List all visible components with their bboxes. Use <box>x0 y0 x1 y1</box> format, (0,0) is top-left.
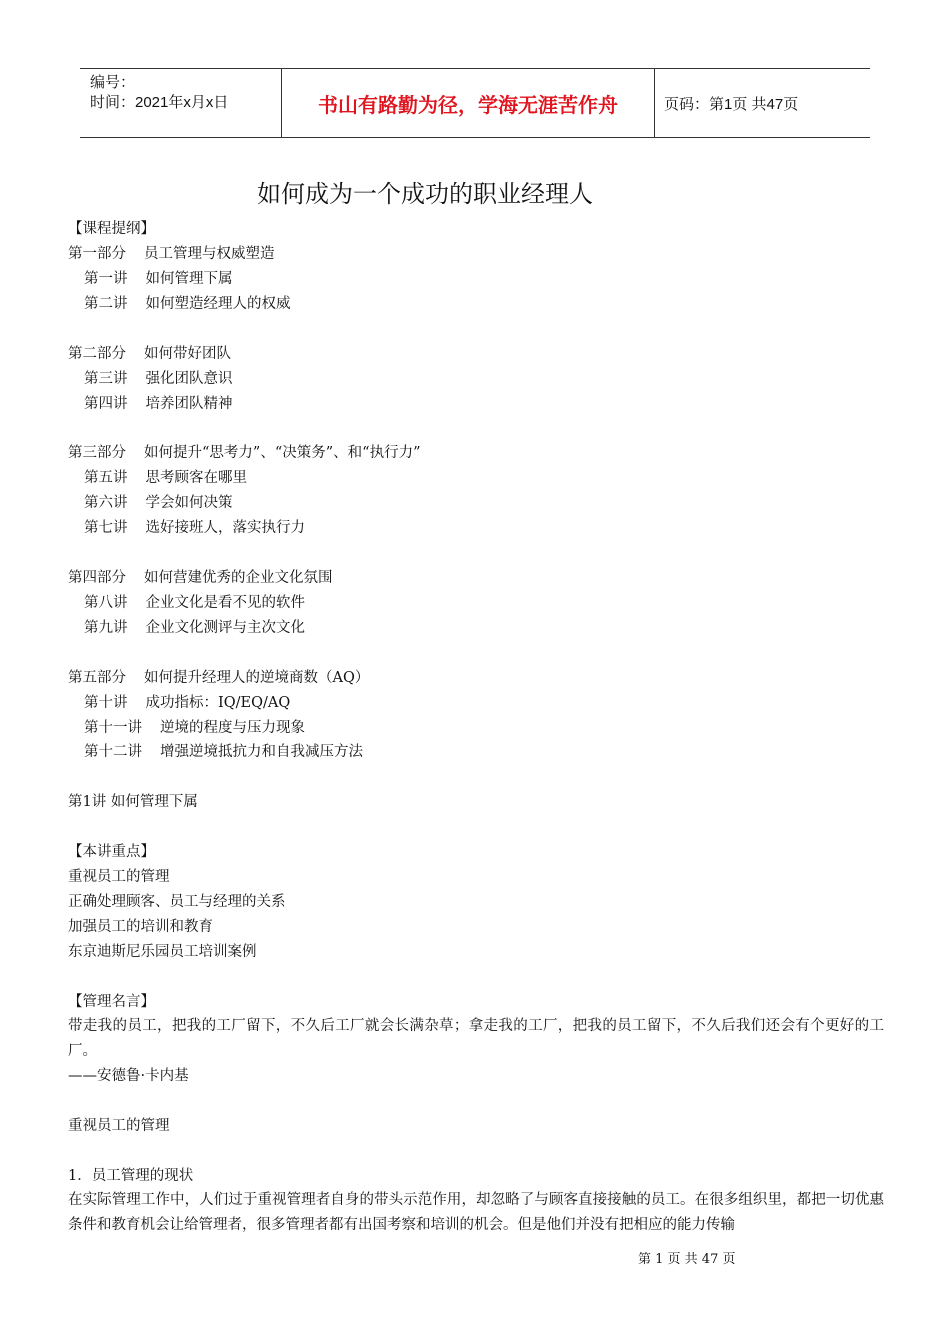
header-table <box>80 68 870 138</box>
keypoint-item: 加强员工的培训和教育 <box>68 919 213 935</box>
keypoint-item: 重视员工的管理 <box>68 869 170 885</box>
header-motto: 书山有路勤为径，学海无涯苦作舟 <box>282 69 655 137</box>
outline-lecture: 第八讲 企业文化是看不见的软件 <box>84 595 305 611</box>
page-footer: 第 1 页 共 47 页 <box>638 1252 736 1267</box>
quote-text: 带走我的员工，把我的工厂留下，不久后工厂就会长满杂草；拿走我的工厂，把我的员工留下，不久后我们还会有个更好的工厂。 <box>68 1018 884 1059</box>
keypoint-item: 东京迪斯尼乐园员工培训案例 <box>68 944 257 960</box>
quote-author: ——安德鲁·卡内基 <box>68 1068 189 1084</box>
outline-part: 第二部分 如何带好团队 <box>68 346 231 362</box>
header-meta <box>80 69 282 137</box>
outline-part: 第五部分 如何提升经理人的逆境商数（AQ） <box>68 670 370 686</box>
document-title-row <box>0 178 950 210</box>
outline-lecture: 第七讲 选好接班人，落实执行力 <box>84 520 305 536</box>
outline-lecture: 第九讲 企业文化测评与主次文化 <box>84 620 305 636</box>
document-title: 如何成为一个成功的职业经理人 <box>257 180 593 208</box>
number-label: 编号： <box>90 74 136 91</box>
outline-heading: 【课程提纲】 <box>68 221 155 237</box>
keypoints-heading: 【本讲重点】 <box>68 844 155 860</box>
keypoint-item: 正确处理顾客、员工与经理的关系 <box>68 894 286 910</box>
outline-part: 第一部分 员工管理与权威塑造 <box>68 246 275 262</box>
subsection-title: 1．员工管理的现状 <box>68 1168 194 1184</box>
outline-lecture: 第十一讲 逆境的程度与压力现象 <box>84 720 305 736</box>
outline-lecture: 第三讲 强化团队意识 <box>84 371 233 387</box>
outline-lecture: 第十二讲 增强逆境抵抗力和自我减压方法 <box>84 744 363 760</box>
section-title: 重视员工的管理 <box>68 1118 170 1134</box>
header-page-info: 页码：第1页 共47页 <box>664 95 799 113</box>
outline-lecture: 第四讲 培养团队精神 <box>84 396 233 412</box>
outline-lecture: 第一讲 如何管理下属 <box>84 271 233 287</box>
body-paragraph: 在实际管理工作中，人们过于重视管理者自身的带头示范作用，却忽略了与顾客直接接触的员工。在很多组织里，都把一切优惠条件和教育机会让给管理者，很多管理者都有出国考察和培训的机会。但是他们并没有把相应的能力传输 <box>68 1192 884 1233</box>
quote-heading: 【管理名言】 <box>68 994 155 1010</box>
outline-lecture: 第六讲 学会如何决策 <box>84 495 233 511</box>
outline-lecture: 第十讲 成功指标：IQ/EQ/AQ <box>84 695 291 711</box>
outline-lecture: 第五讲 思考顾客在哪里 <box>84 470 247 486</box>
outline-part: 第三部分 如何提升“思考力”、“决策务”、和“执行力” <box>68 445 421 461</box>
outline-part: 第四部分 如何营建优秀的企业文化氛围 <box>68 570 333 586</box>
outline-lecture: 第二讲 如何塑造经理人的权威 <box>84 296 291 312</box>
time-label: 时间：2021年x月x日 <box>90 94 229 111</box>
lecture-title: 第1讲 如何管理下属 <box>68 794 198 810</box>
